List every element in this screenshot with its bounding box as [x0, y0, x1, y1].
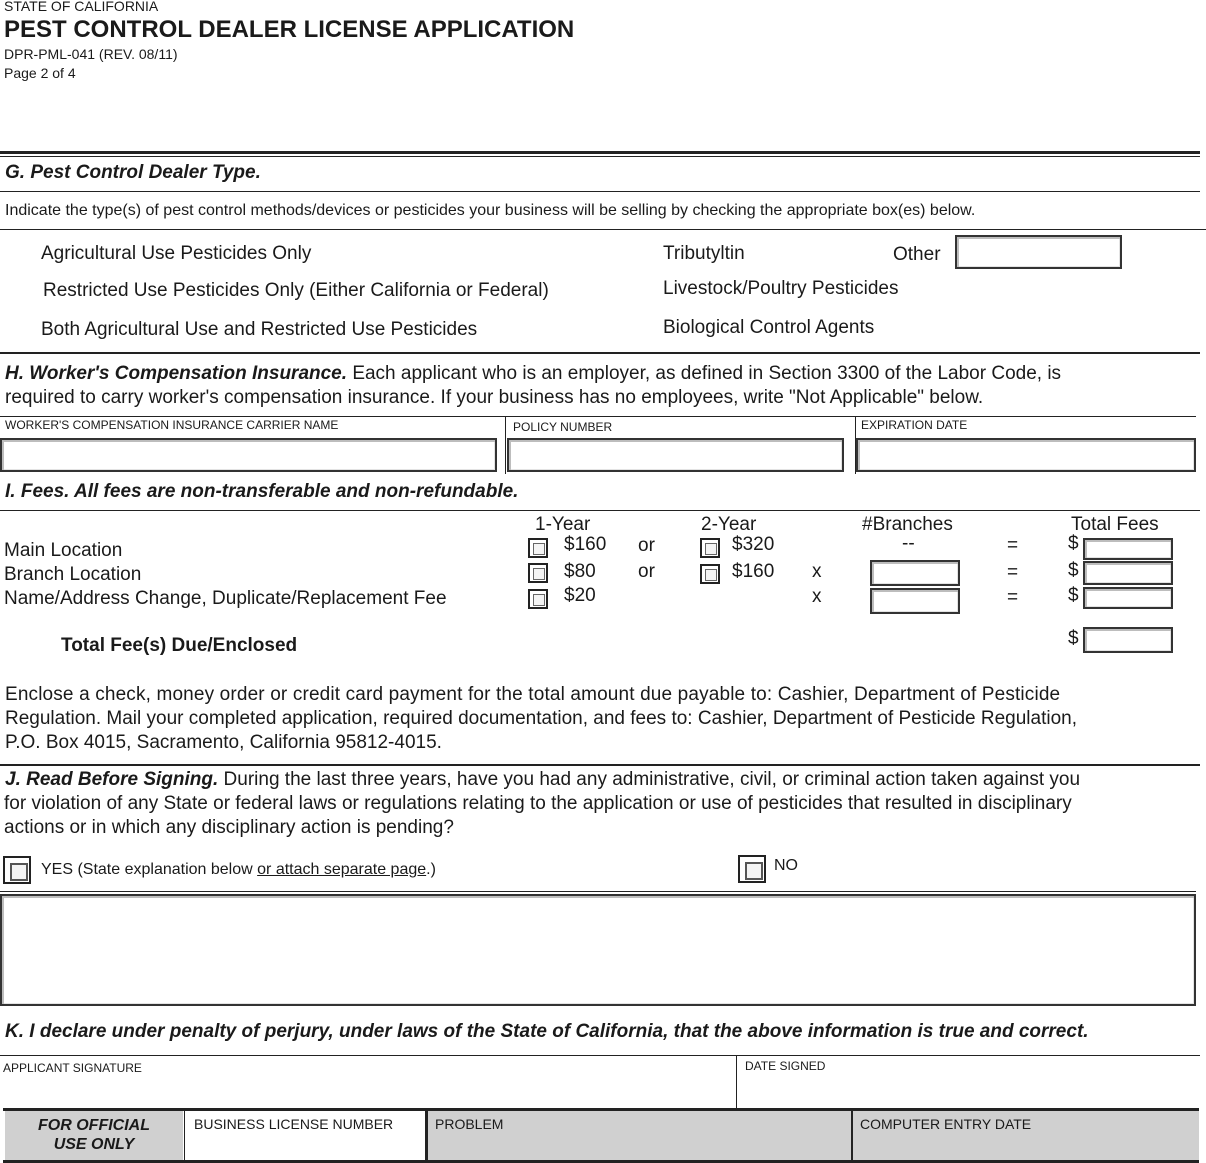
- section-i-title: I. Fees. All fees are non-transferable and non-refundable.: [5, 481, 519, 502]
- main-total-input[interactable]: [1083, 538, 1173, 560]
- carrier-label: WORKER'S COMPENSATION INSURANCE CARRIER NAME: [5, 418, 339, 432]
- dollar-sign: $: [1068, 585, 1079, 606]
- branch-count-input[interactable]: [870, 560, 960, 586]
- section-j-text: During the last three years, have you had any administrative, civil, or criminal action taken against you: [223, 769, 1081, 790]
- fee-row-label: Name/Address Change, Duplicate/Replacement Fee: [4, 588, 447, 609]
- form-title: PEST CONTROL DEALER LICENSE APPLICATION: [4, 16, 575, 43]
- section-divider: [0, 764, 1200, 766]
- equals-sign: =: [1007, 587, 1019, 608]
- computer-entry-label: COMPUTER ENTRY DATE: [860, 1116, 1032, 1132]
- option-both[interactable]: Both Agricultural Use and Restricted Use Pesticides: [41, 319, 478, 340]
- yes-label: [41, 861, 436, 879]
- policy-label: POLICY NUMBER: [513, 420, 613, 434]
- section-divider: [0, 891, 1196, 892]
- fee-row-label: Main Location: [4, 540, 123, 561]
- state-label: STATE OF CALIFORNIA: [4, 0, 159, 14]
- cell-divider: [505, 416, 506, 474]
- carrier-name-input[interactable]: [0, 438, 497, 472]
- option-livestock[interactable]: Livestock/Poultry Pesticides: [663, 278, 899, 299]
- yes-label-end: .): [426, 861, 436, 878]
- option-other[interactable]: Other: [893, 244, 941, 265]
- expiration-label: EXPIRATION DATE: [861, 418, 968, 432]
- date-signed-field[interactable]: [737, 1074, 1200, 1108]
- attach-page-link: or attach separate page: [257, 861, 427, 878]
- payment-instructions: P.O. Box 4015, Sacramento, California 95812-4015.: [5, 732, 442, 753]
- option-biological[interactable]: Biological Control Agents: [663, 317, 875, 338]
- section-j-line1: [5, 769, 1080, 791]
- section-h-line2: required to carry worker's compensation insurance. If your business has no employees, write "Not Applicable" below.: [5, 387, 984, 408]
- date-signed-label: DATE SIGNED: [745, 1059, 826, 1073]
- col-branches: #Branches: [862, 514, 953, 535]
- official-use-label-2: USE ONLY: [53, 1136, 135, 1153]
- total-fee-input[interactable]: [1083, 627, 1173, 653]
- section-h-title: H. Worker's Compensation Insurance.: [5, 363, 348, 384]
- col-2year: 2-Year: [701, 514, 757, 535]
- section-divider: [0, 151, 1200, 154]
- main-1year-checkbox[interactable]: [528, 538, 548, 558]
- signature-field[interactable]: [0, 1074, 736, 1108]
- section-g-title: G. Pest Control Dealer Type.: [5, 162, 261, 183]
- section-k-title: K. I declare under penalty of perjury, under laws of the State of California, that the above information is true and correct.: [5, 1021, 1089, 1042]
- explanation-textarea[interactable]: [0, 894, 1196, 1006]
- signature-label: APPLICANT SIGNATURE: [3, 1061, 142, 1075]
- section-divider: [0, 352, 1200, 354]
- dollar-sign: $: [1068, 533, 1079, 554]
- no-label: NO: [774, 857, 798, 874]
- change-count-input[interactable]: [870, 588, 960, 614]
- section-divider: [0, 1055, 1200, 1056]
- or-text: or: [638, 535, 655, 556]
- section-h-text: Each applicant who is an employer, as defined in Section 3300 of the Labor Code, is: [352, 363, 1062, 384]
- equals-sign: =: [1007, 562, 1019, 583]
- total-fee-label: Total Fee(s) Due/Enclosed: [61, 635, 298, 656]
- option-agricultural[interactable]: Agricultural Use Pesticides Only: [41, 243, 312, 264]
- policy-number-input[interactable]: [507, 438, 844, 472]
- change-total-input[interactable]: [1083, 587, 1173, 609]
- branch-1year-checkbox[interactable]: [528, 563, 548, 583]
- section-j-title: J. Read Before Signing.: [5, 769, 219, 790]
- business-license-label: BUSINESS LICENSE NUMBER: [194, 1116, 394, 1132]
- problem-label: PROBLEM: [435, 1116, 504, 1132]
- fee-1year: $80: [564, 561, 596, 582]
- section-g-instruction: Indicate the type(s) of pest control methods/devices or pesticides your business will be selling by checking the appropriate box(es) below.: [5, 202, 976, 219]
- col-total-fees: Total Fees: [1071, 514, 1159, 535]
- times-sign: x: [812, 586, 822, 607]
- branches-na: --: [902, 533, 915, 554]
- option-tributyltin[interactable]: Tributyltin: [663, 243, 745, 264]
- page-number: Page 2 of 4: [4, 65, 76, 81]
- payment-instructions: Enclose a check, money order or credit card payment for the total amount due payable to: Cashier, Department of Pesticide: [5, 684, 1061, 705]
- dollar-sign: $: [1068, 560, 1079, 581]
- table-divider: [0, 416, 1196, 417]
- section-divider: [0, 191, 1200, 192]
- fee-2year: $160: [732, 561, 775, 582]
- fee-2year: $320: [732, 534, 775, 555]
- dollar-sign: $: [1068, 628, 1079, 649]
- col-1year: 1-Year: [535, 514, 591, 535]
- yes-label-text: YES (State explanation below: [41, 861, 258, 878]
- other-input[interactable]: [955, 235, 1122, 269]
- form-number: DPR-PML-041 (REV. 08/11): [4, 46, 178, 62]
- section-j-line2: for violation of any State or federal laws or regulations relating to the application or use of pesticides that resulted in disciplinary: [4, 793, 1072, 814]
- change-fee-checkbox[interactable]: [528, 589, 548, 609]
- official-use-label-1: FOR OFFICIAL: [38, 1117, 150, 1134]
- fee-1year: $160: [564, 534, 607, 555]
- section-divider: [0, 510, 1200, 511]
- main-2year-checkbox[interactable]: [700, 538, 720, 558]
- expiration-date-input[interactable]: [856, 438, 1196, 472]
- times-sign: x: [812, 561, 822, 582]
- equals-sign: =: [1007, 535, 1019, 556]
- payment-instructions: Regulation. Mail your completed application, required documentation, and fees to: Cashier, Department of Pesticide Regulation,: [5, 708, 1078, 729]
- section-h-line1: [5, 363, 1061, 385]
- section-j-line3: actions or in which any disciplinary action is pending?: [4, 817, 454, 838]
- section-divider: [0, 156, 1200, 157]
- yes-checkbox[interactable]: [3, 856, 31, 884]
- fee-1year: $20: [564, 585, 596, 606]
- or-text: or: [638, 561, 655, 582]
- branch-total-input[interactable]: [1083, 561, 1173, 585]
- section-divider: [0, 229, 1206, 230]
- fee-row-label: Branch Location: [4, 564, 142, 585]
- no-checkbox[interactable]: [738, 855, 766, 883]
- branch-2year-checkbox[interactable]: [700, 564, 720, 584]
- cell-divider: [184, 1111, 185, 1161]
- option-restricted[interactable]: Restricted Use Pesticides Only (Either California or Federal): [43, 280, 549, 301]
